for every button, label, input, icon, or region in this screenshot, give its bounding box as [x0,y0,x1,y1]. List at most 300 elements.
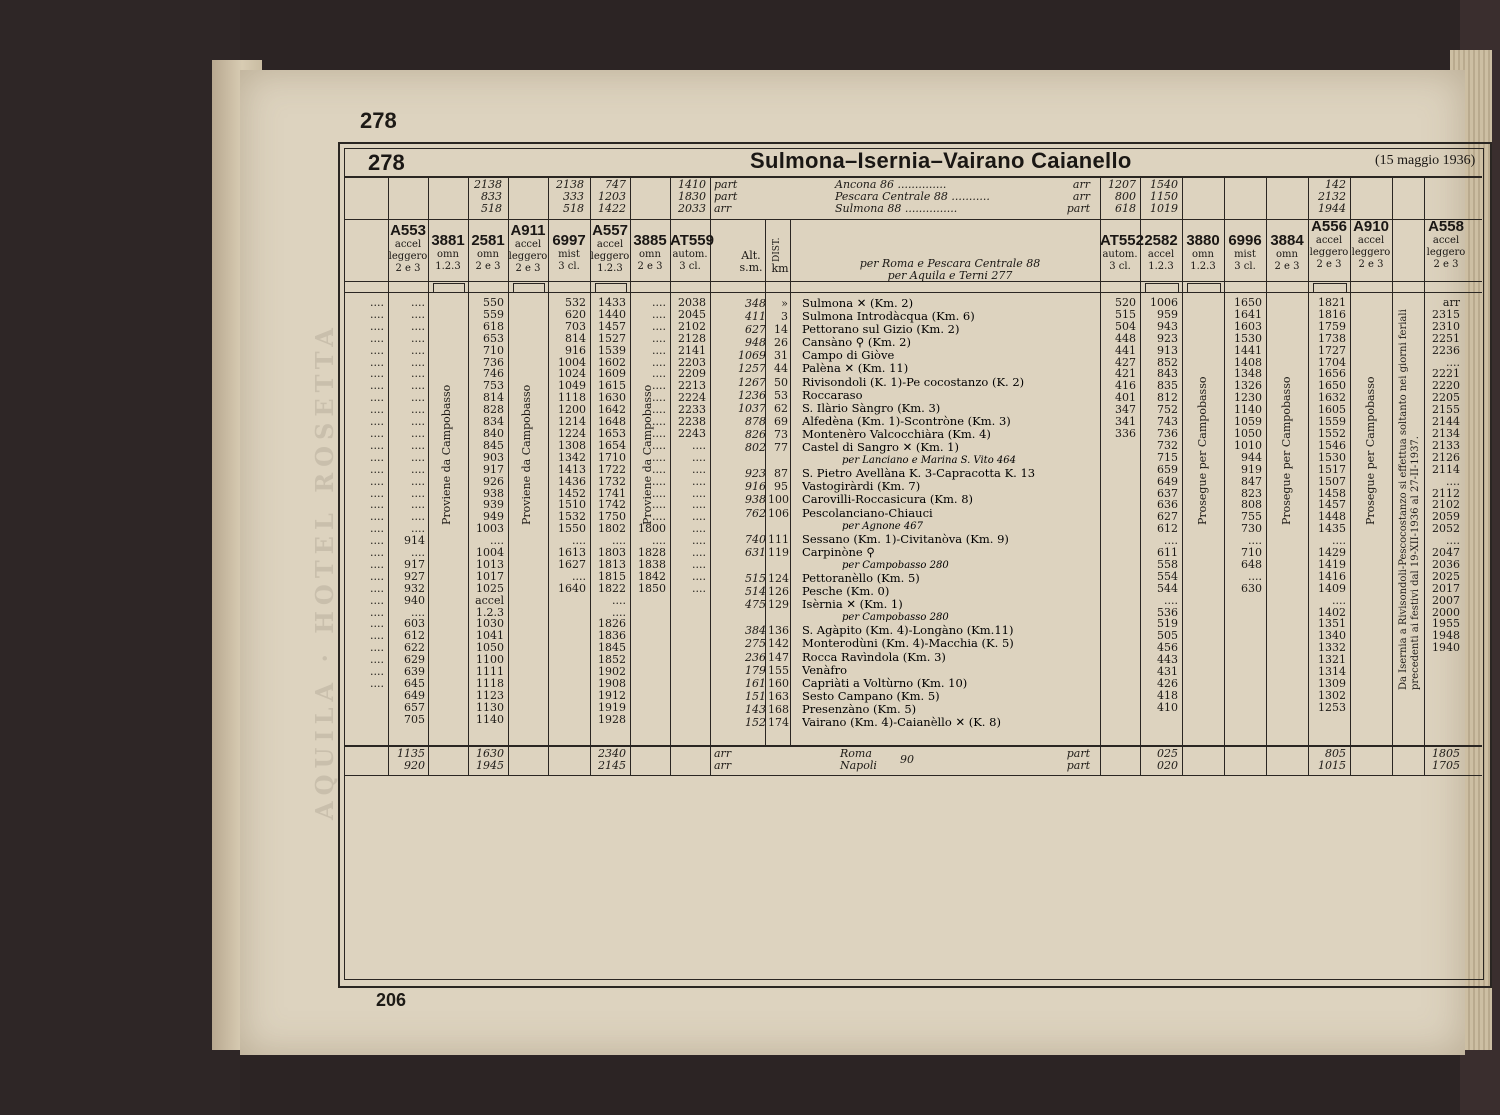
station-altitude: 475 [745,598,766,612]
time-cell: 648 [1241,557,1262,571]
time-cell: 705 [404,712,425,726]
time-cell: 1546 [1318,438,1346,452]
station-km: 95 [774,480,788,494]
time-cell: 2203 [678,355,706,369]
time-cell: 1828 [638,546,666,560]
time-cell: 913 [1157,343,1178,357]
station-altitude [736,454,766,467]
station-name: Montenèro Valcocchiàra (Km. 4) [802,427,991,441]
time-cell: .... [411,498,425,512]
station-km: 73 [774,427,788,441]
time-cell: .... [612,534,626,548]
station-km: 77 [774,441,788,455]
time-cell: 426 [1157,677,1178,690]
station-km: 129 [768,598,789,612]
time-cell: 1527 [598,331,626,345]
station-altitude: 878 [745,414,766,428]
station-km [768,454,788,467]
time-cell: 1253 [1318,700,1346,714]
time-cell: 1802 [598,522,626,536]
vertical-note: Proviene da Campobasso [440,384,453,525]
time-cell: .... [411,403,425,417]
col-divider [790,220,791,745]
time-cell: .... [692,498,706,512]
time-cell: 944 [1241,450,1262,464]
time-cell: .... [370,426,384,440]
background-left [0,0,240,1115]
time-cell: .... [1446,534,1460,548]
time-cell: .... [652,498,666,512]
time-cell: 2025 [1432,569,1460,583]
time-cell: 932 [404,581,425,595]
time-cell: 1059 [1234,415,1262,429]
time-cell: 1530 [1318,450,1346,464]
time-cell: 618 [483,319,504,333]
time-cell: 1732 [598,474,626,488]
time-cell: 653 [483,331,504,345]
time-cell: 1457 [598,319,626,333]
time-cell: .... [411,474,425,488]
time-cell: 627 [1157,510,1178,524]
time-cell: 2233 [678,403,706,417]
km-header: km [771,262,789,275]
time-cell: 1602 [598,355,626,369]
time-cell: .... [370,546,384,560]
time-cell: 1402 [1318,605,1346,619]
time-cell: 1302 [1318,688,1346,702]
time-cell: 703 [565,319,586,333]
table-number: 278 [368,150,405,175]
time-cell: 629 [404,653,425,667]
time-cell: .... [370,677,384,690]
time-cell: 427 [1115,355,1136,369]
time-cell: 923 [1157,331,1178,345]
top-conn-stations: Ancona 86 .............. Pescara Centrale 88 ........... Sulmona 88 ............... [835,178,990,215]
time-cell: 515 [1115,307,1136,321]
dist-header: DIST. [772,237,782,262]
time-cell: 1004 [558,355,586,369]
time-cell: 456 [1157,641,1178,655]
time-cell: 2213 [678,379,706,393]
time-cell: 1230 [1234,391,1262,405]
station-name: per Lanciano e Marina S. Vito 464 [842,455,1016,467]
time-cell: .... [692,450,706,464]
train-header: A557 accel leggero 1.2.3 [590,222,630,274]
station-name: Pettoranèllo (Km. 5) [802,571,920,585]
time-cell: 1759 [1318,319,1346,333]
time-cell: 943 [1157,319,1178,333]
time-cell: .... [370,415,384,429]
station-altitude: 762 [745,506,766,520]
station-name: S. Agàpito (Km. 4)-Longàno (Km.11) [802,624,1014,638]
time-cell: 1435 [1318,522,1346,536]
train-header: 3885 omn 2 e 3 [633,232,667,272]
bottom-conn-col: 1630 1945 [476,747,504,772]
time-cell: 1200 [558,403,586,417]
station-km: 106 [768,506,789,520]
station-km: 111 [768,532,789,546]
time-cell: 2310 [1432,319,1460,333]
time-cell: 2238 [678,415,706,429]
time-cell: .... [411,331,425,345]
station-altitude: 152 [745,716,766,729]
time-cell: 448 [1115,331,1136,345]
time-cell: 2220 [1432,379,1460,393]
altitude-column [736,297,766,729]
time-cell: 1.2.3 [476,605,504,619]
station-altitude: 938 [745,493,766,507]
time-cell: 2017 [1432,581,1460,595]
time-cell: .... [370,617,384,631]
time-cell: 1648 [598,415,626,429]
time-cell: .... [1164,534,1178,548]
times-col-left-3 [470,297,504,726]
time-cell: 1741 [598,486,626,500]
time-cell: .... [370,296,384,309]
time-cell: 1605 [1318,403,1346,417]
time-cell: 1030 [476,617,504,631]
time-cell: 1742 [598,498,626,512]
time-cell: 559 [483,307,504,321]
vertical-note: Prosegue per Campobasso [1196,376,1209,525]
station-name: per Campobasso 280 [842,559,949,571]
time-cell: .... [370,641,384,655]
time-cell: .... [652,343,666,357]
times-col-right-2 [1142,297,1178,714]
bottom-conn-col: 025 020 [1157,747,1178,772]
station-km: 14 [774,323,788,337]
station-name: Pescolanciano-Chiauci [802,506,933,520]
time-cell: 1408 [1234,355,1262,369]
time-cell: 1948 [1432,629,1460,643]
time-cell: 903 [483,450,504,464]
station-altitude: 1037 [738,401,766,415]
time-cell: 2114 [1432,462,1460,476]
station-km: 163 [768,689,789,703]
timetable-date: (15 maggio 1936) [1375,153,1476,168]
train-header: 2582 accel 1.2.3 [1144,232,1178,272]
time-cell: 2209 [678,367,706,381]
time-cell: 636 [1157,498,1178,512]
station-altitude: 1069 [738,349,766,363]
station-name: Castel di Sangro ✕ (Km. 1) [802,441,959,455]
time-cell: 1710 [598,450,626,464]
time-cell: 834 [483,415,504,429]
time-cell: 1603 [1234,319,1262,333]
time-cell: .... [411,307,425,321]
station-name: Carovilli-Roccasicura (Km. 8) [802,493,974,507]
station-km: 160 [768,676,789,690]
car-icon [513,283,545,293]
time-cell: .... [411,510,425,524]
time-cell: .... [652,331,666,345]
station-name: Sesto Campano (Km. 5) [802,689,940,703]
time-cell: 1955 [1432,617,1460,631]
train-header: 3880 omn 1.2.3 [1186,232,1220,272]
buffet-icon [1313,283,1347,293]
time-cell: 2038 [678,296,706,309]
time-cell: 927 [404,569,425,583]
time-cell: 558 [1157,557,1178,571]
station-name: Rivisondoli (K. 1)-Pe cocostanzo (K. 2) [802,375,1025,389]
station-name: Campo di Giòve [802,349,895,363]
station-km: 124 [768,571,789,585]
time-cell: .... [652,534,666,548]
bleed-through-text: AQUILA · HOTEL ROSETTA [310,322,339,820]
time-cell: 1800 [638,522,666,536]
time-cell: .... [370,379,384,393]
station-km: 136 [768,624,789,638]
time-cell: 1653 [598,426,626,440]
time-cell: 1552 [1318,426,1346,440]
time-cell: 753 [483,379,504,393]
time-cell: .... [370,307,384,321]
station-altitude: 740 [745,532,766,546]
time-cell: .... [652,391,666,405]
top-conn-col: 1540 1150 1019 [1150,178,1178,215]
time-cell: .... [370,450,384,464]
station-km: 50 [774,375,788,389]
station-name: Rocca Ravìndola (Km. 3) [802,650,946,664]
time-cell: 2102 [678,319,706,333]
time-cell: 2128 [678,331,706,345]
page-number-bottom: 206 [376,990,407,1010]
buffet-icon [595,283,627,293]
time-cell: .... [572,569,586,583]
time-cell: .... [692,569,706,583]
col-divider [1392,178,1393,775]
time-cell: .... [370,438,384,452]
time-cell: .... [692,546,706,560]
time-cell: .... [1446,355,1460,369]
time-cell: 416 [1115,379,1136,393]
time-cell: 1452 [558,486,586,500]
station-name: Presenzàno (Km. 5) [802,702,917,716]
station-altitude: 1267 [738,375,766,389]
time-cell: 649 [1157,474,1178,488]
time-cell: arr [1442,296,1460,309]
time-cell: 1641 [1234,307,1262,321]
time-cell: 1409 [1318,581,1346,595]
station-name: Venàfro [802,663,847,677]
time-cell: .... [692,510,706,524]
time-cell: .... [411,296,425,309]
time-cell: 1850 [638,581,666,595]
times-col-left-5 [550,297,586,595]
time-cell: .... [692,438,706,452]
time-cell: 732 [1157,438,1178,452]
station-altitude: 348 [745,297,766,310]
time-cell: .... [411,319,425,333]
station-name: Cansàno ⚲ (Km. 2) [802,336,911,350]
time-cell: 2133 [1432,438,1460,452]
time-cell: .... [370,403,384,417]
time-cell: 1928 [598,712,626,726]
time-cell: 2007 [1432,593,1460,607]
time-cell: 1314 [1318,665,1346,679]
times-col-right-1 [1102,297,1136,440]
train-header: 6996 mist 3 cl. [1228,232,1262,272]
time-cell: .... [572,534,586,548]
time-cell: .... [1332,534,1346,548]
station-km: 26 [774,336,788,350]
time-cell: 1017 [476,569,504,583]
time-cell: .... [652,426,666,440]
time-cell: 835 [1157,379,1178,393]
time-cell: 1940 [1432,641,1460,655]
time-cell: accel [475,593,504,607]
time-cell: .... [411,426,425,440]
time-cell: .... [370,522,384,536]
time-cell: 1530 [1234,331,1262,345]
time-cell: .... [652,438,666,452]
time-cell: 1050 [476,641,504,655]
time-cell: 1433 [598,296,626,309]
train-header: A553 accel leggero 2 e 3 [388,222,428,274]
time-cell: 544 [1157,581,1178,595]
time-cell: .... [411,605,425,619]
time-cell: 659 [1157,462,1178,476]
station-km: 87 [774,467,788,481]
time-cell: 710 [483,343,504,357]
station-name: Palèna ✕ (Km. 11) [802,362,909,376]
time-cell: 1750 [598,510,626,524]
buffet-icon [1187,283,1221,293]
time-cell: 730 [1241,522,1262,536]
time-cell: 938 [483,486,504,500]
time-cell: 2102 [1432,498,1460,512]
time-cell: 2141 [678,343,706,357]
time-cell: .... [370,391,384,405]
time-cell: .... [692,534,706,548]
time-cell: .... [411,462,425,476]
time-cell: 2126 [1432,450,1460,464]
station-altitude: 161 [745,676,766,690]
station-altitude: 514 [745,585,766,599]
time-cell: .... [652,319,666,333]
time-cell: 1632 [1318,391,1346,405]
rule-bottom [344,745,1482,747]
time-cell: .... [411,450,425,464]
time-cell: 1803 [598,546,626,560]
station-km: 53 [774,388,788,402]
time-cell: 1340 [1318,629,1346,643]
time-cell: .... [370,534,384,548]
station-altitude [736,559,766,572]
station-altitude: 236 [745,650,766,664]
time-cell: 840 [483,426,504,440]
time-cell: .... [370,665,384,679]
time-cell: .... [652,450,666,464]
time-cell: .... [370,462,384,476]
time-cell: .... [411,486,425,500]
side-note: Da Isernia a Rivisondoli-Pescocostanzo si effettua soltanto nei giorni feriali precedenti ai festivi dal 19-XII-1936 al 27-II-1937. [1398,309,1421,690]
time-cell: 341 [1115,415,1136,429]
train-header: A556 accel leggero 2 e 3 [1309,218,1349,270]
time-cell: 710 [1241,546,1262,560]
time-cell: 2315 [1432,307,1460,321]
time-cell: .... [652,379,666,393]
time-cell: .... [490,534,504,548]
station-altitude: 411 [745,310,766,324]
time-cell: 421 [1115,367,1136,381]
time-cell: 1654 [598,438,626,452]
station-km: 147 [768,650,789,664]
station-km: 168 [768,702,789,716]
time-cell: 2221 [1432,367,1460,381]
mail-icon [1145,283,1179,293]
top-conn-col: 1207 800 618 [1108,178,1136,215]
time-cell: 843 [1157,367,1178,381]
time-cell: 2047 [1432,546,1460,560]
time-cell: 812 [1157,391,1178,405]
mail-icon [433,283,465,293]
time-cell: 1111 [476,665,504,679]
time-cell: 2036 [1432,557,1460,571]
time-cell: .... [411,343,425,357]
station-name: Roccaraso [802,388,863,402]
time-cell: 504 [1115,319,1136,333]
time-cell: .... [370,355,384,369]
time-cell: 736 [1157,426,1178,440]
station-km: 3 [781,310,788,324]
time-cell: .... [612,605,626,619]
bottom-conn-col: 1805 1705 [1432,747,1460,772]
time-cell: 1140 [476,712,504,726]
time-cell: .... [652,462,666,476]
time-cell: 1413 [558,462,586,476]
bottom-conn-marks-right: part part [1066,747,1090,772]
time-cell: 1457 [1318,498,1346,512]
time-cell: 1025 [476,581,504,595]
vertical-note: Prosegue per Campobasso [1280,376,1293,525]
time-cell: 1559 [1318,415,1346,429]
time-cell: 1627 [558,557,586,571]
time-cell: 505 [1157,629,1178,643]
time-cell: .... [652,367,666,381]
time-cell: 1722 [598,462,626,476]
time-cell: 2205 [1432,391,1460,405]
time-cell: 1041 [476,629,504,643]
time-cell: 1326 [1234,379,1262,393]
time-cell: 926 [483,474,504,488]
time-cell: 1416 [1318,569,1346,583]
bottom-conn-table: 90 [900,753,914,766]
time-cell: 1118 [476,677,504,690]
time-cell: .... [692,557,706,571]
station-altitude: 1236 [738,388,766,402]
time-cell: 1214 [558,415,586,429]
station-km: 31 [774,349,788,363]
time-cell: .... [370,510,384,524]
train-header: A911 accel leggero 2 e 3 [508,222,548,274]
time-cell: .... [370,557,384,571]
time-cell: 431 [1157,665,1178,679]
time-cell: 1440 [598,307,626,321]
time-cell: .... [411,355,425,369]
station-name: Isèrnia ✕ (Km. 1) [802,598,903,612]
time-cell: 1704 [1318,355,1346,369]
time-cell: .... [1446,474,1460,488]
time-cell: .... [692,486,706,500]
station-name: Capriàti a Voltùrno (Km. 10) [802,676,968,690]
time-cell: 1130 [476,700,504,714]
time-cell: 1441 [1234,343,1262,357]
times-col-right-8 [1426,297,1460,654]
bottom-conn-col: 1135 920 [397,747,425,772]
time-cell: 1727 [1318,343,1346,357]
time-cell: .... [652,307,666,321]
